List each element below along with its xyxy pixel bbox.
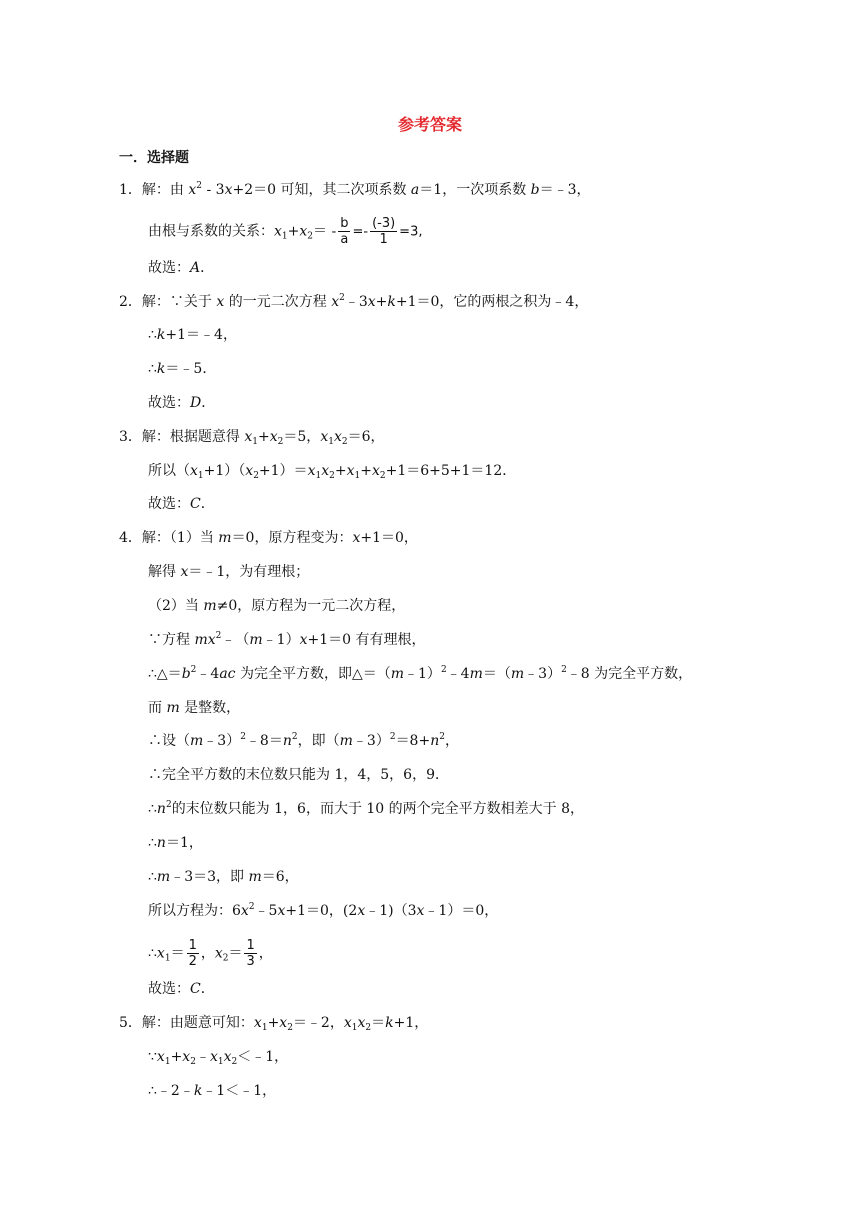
q4-line-1: 4．解：（1）当 m＝0，原方程变为：x+1＝0， (119, 530, 418, 546)
q5-line-3: ∴﹣2﹣k﹣1＜﹣1， (148, 1083, 277, 1099)
q1-line-1: 1．解：由 $x^2 - 3x+2=0$ 可知，其二次项系数 a＝1，一次项系数 b＝﹣3， (119, 181, 591, 198)
fraction-neg3-over-1: $\frac{(-3)}{1}$ (372, 216, 396, 247)
q4-line-11: ∴m﹣3＝3，即 m＝6， (148, 869, 299, 885)
q4-line-4: ∵方程 $mx^2﹣(m﹣1)x+1=0$ 有有理根， (148, 631, 426, 648)
q4-line-14: 故选：C． (148, 981, 215, 997)
q4-line-9: $\therefore n^2$的末位数只能为 1，6，而大于 10 的两个完全平方数相差大于 8， (148, 800, 585, 817)
q4-line-6: 而 m 是整数， (148, 700, 241, 716)
q4-line-10: ∴n＝1， (148, 835, 203, 851)
q4-line-5: $\therefore\triangle=b^2﹣4ac$ 为完全平方数，即△＝（m﹣1）$^2$﹣4m＝（m﹣3）$^2$﹣8 为完全平方数， (148, 665, 693, 682)
q3-line-2: 所以$(x_1+1)(x_2+1)=x_1x_2+x_1+x_2+1=6+5+1=12$． (148, 463, 517, 481)
q4-line-13: $\therefore x_1=$ $\frac{1}{2}$ ，$x_2=$ $\frac{1}{3}$ ， (148, 938, 273, 969)
fraction-one-third: $\frac{1}{3}$ (246, 938, 255, 969)
q1-line-3: 故选：A． (148, 260, 215, 276)
q4-line-12: 所以方程为：$6x^2﹣5x+1=0$，(2x﹣1)（3x﹣1）＝0， (148, 902, 499, 919)
q4-line-3: （2）当 m≠0，原方程为一元二次方程， (148, 598, 406, 614)
q4-line-8: ∴完全平方数的末位数只能为 1，4，5，6，9． (148, 767, 449, 783)
q5-line-1: 5．解：由题意可知：$x_1+x_2=﹣2$，$x_1x_2=k+1$， (119, 1015, 429, 1033)
q4-line-2: 解得 x＝﹣1，为有理根； (148, 564, 310, 580)
q3-line-3: 故选：C． (148, 496, 215, 512)
fraction-one-half: $\frac{1}{2}$ (188, 938, 197, 969)
q1-line-2: 由根与系数的关系：$x_1+x_2=$ - $\frac{b}{a}$ =- $\frac{(-3)}{1}$ =3, (148, 216, 423, 247)
q2-line-2: ∴k+1＝﹣4， (148, 327, 237, 343)
page-title: 参考答案 (397, 115, 462, 134)
section-heading: 一．选择题 (119, 150, 189, 166)
q2-line-1: 2．解：∵关于 x 的一元二次方程 $x^2﹣3x+k+1=0$，它的两根之积为﹣4， (119, 293, 589, 310)
q5-line-2: $\because x_1+x_2﹣x_1x_2<﹣1$， (148, 1049, 289, 1067)
fraction-b-over-a: $\frac{b}{a}$ (340, 216, 349, 247)
q2-line-3: ∴k＝﹣5． (148, 361, 217, 377)
q2-line-4: 故选：D． (148, 395, 216, 411)
q3-line-1: 3．解：根据题意得 $x_1+x_2=5$，$x_1x_2=6$， (119, 429, 385, 447)
q4-line-7: ∴设$(m﹣3)^2﹣8=n^2$，即$(m﹣3)^2=8+n^2$， (148, 732, 459, 749)
